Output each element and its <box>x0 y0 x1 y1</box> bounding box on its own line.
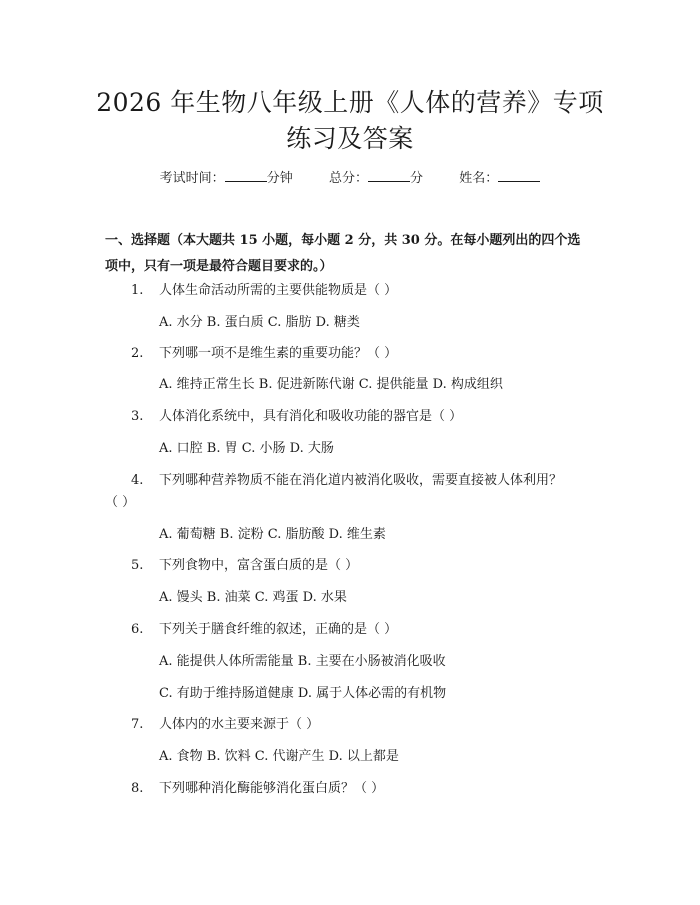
score-blank <box>368 169 410 182</box>
question-number: 8. <box>131 781 144 796</box>
question-5 <box>131 557 358 575</box>
question-7-options: A. 食物 B. 饮料 C. 代谢产生 D. 以上都是 <box>159 749 399 764</box>
question-5-options: A. 馒头 B. 油菜 C. 鸡蛋 D. 水果 <box>159 590 347 605</box>
question-number: 3. <box>131 409 144 424</box>
question-2 <box>131 345 397 363</box>
question-4 <box>131 472 562 490</box>
exam-info <box>0 169 700 188</box>
question-text: 下列哪一项不是维生素的重要功能？（ ） <box>159 346 398 361</box>
question-3-options: A. 口腔 B. 胃 C. 小肠 D. 大肠 <box>159 441 334 456</box>
question-number: 2. <box>131 346 144 361</box>
question-text: 下列哪种消化酶能够消化蛋白质？（ ） <box>159 781 385 796</box>
score-unit: 分 <box>410 171 424 186</box>
question-4-text-line2: （ ） <box>105 495 136 510</box>
question-3 <box>131 408 462 426</box>
question-4-options: A. 葡萄糖 B. 淀粉 C. 脂肪酸 D. 维生素 <box>159 527 386 542</box>
question-number: 5. <box>131 558 144 573</box>
name-field <box>459 169 540 188</box>
time-label: 考试时间： <box>159 171 225 186</box>
question-number: 4. <box>131 473 144 488</box>
question-8 <box>131 780 384 798</box>
question-number: 7. <box>131 717 144 732</box>
question-number: 6. <box>131 622 144 637</box>
question-text: 下列关于膳食纤维的叙述，正确的是（ ） <box>159 622 398 637</box>
question-number: 1. <box>131 283 144 298</box>
name-label: 姓名： <box>459 171 499 186</box>
score-label: 总分： <box>328 171 368 186</box>
name-blank <box>498 169 540 182</box>
question-7 <box>131 716 319 734</box>
question-6 <box>131 621 397 639</box>
time-blank <box>225 169 267 182</box>
question-text: 人体内的水主要来源于（ ） <box>159 717 320 732</box>
section-heading-line2: 项中，只有一项是最符合题目要求的。） <box>105 259 333 274</box>
question-6-options-line1: A. 能提供人体所需能量 B. 主要在小肠被消化吸收 <box>159 654 446 669</box>
question-text: 下列食物中，富含蛋白质的是（ ） <box>159 558 359 573</box>
question-text: 下列哪种营养物质不能在消化道内被消化吸收，需要直接被人体利用？ <box>159 473 563 488</box>
section-heading-line1: 一、选择题（本大题共 15 小题，每小题 2 分，共 30 分。在每小题列出的四个选 <box>105 233 581 248</box>
question-text: 人体消化系统中，具有消化和吸收功能的器官是（ ） <box>159 409 463 424</box>
page-title-line2: 练习及答案 <box>286 124 414 153</box>
question-text: 人体生命活动所需的主要供能物质是（ ） <box>159 283 398 298</box>
page-title-line1: 2026 年生物八年级上册《人体的营养》专项 <box>96 88 604 117</box>
question-6-options-line2: C. 有助于维持肠道健康 D. 属于人体必需的有机物 <box>159 686 447 701</box>
time-field <box>160 169 293 188</box>
section-heading <box>105 228 601 280</box>
question-1-options: A. 水分 B. 蛋白质 C. 脂肪 D. 糖类 <box>159 315 360 330</box>
question-2-options: A. 维持正常生长 B. 促进新陈代谢 C. 提供能量 D. 构成组织 <box>159 377 503 392</box>
time-unit: 分钟 <box>266 171 293 186</box>
question-1 <box>131 282 397 300</box>
score-field <box>329 169 423 188</box>
